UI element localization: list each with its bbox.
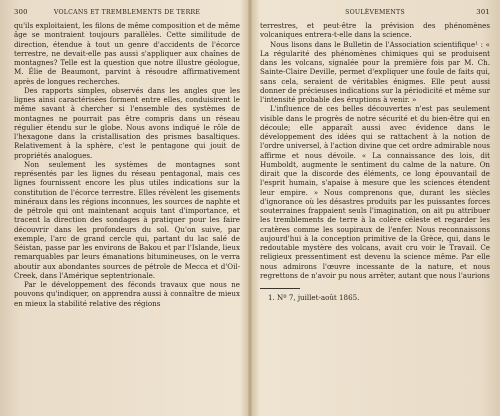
left-page [14, 8, 240, 408]
book-gutter [248, 0, 252, 416]
paragraph: Par le développement des féconds travaux que nous ne pouvons qu'indiquer, on apprendra aussi à connaître de mieux en mieux la stabilité relative des régions [14, 280, 240, 308]
right-page-text [260, 21, 490, 302]
left-running-header [14, 8, 240, 19]
left-running-head: VOLCANS ET TREMBLEMENTS DE TERRE [53, 9, 201, 16]
footnote: 1. Nº 7, juillet-août 1865. [268, 293, 360, 302]
paragraph: Non seulement les systèmes de montagnes sont représentés par les lignes du réseau pentagonal, mais ces lignes fournissent encore les plus utiles indications sur la constitution de l'écorce terrestre. Elles révèlent les gisements minéraux dans les régions inconnues, les sources de naphte et de pétrole qui ont maintenant acquis tant d'importance, et tracent la direction des sondages à pratiquer pour les faire découvrir dans les profondeurs du sol. Qu'on suive, par exemple, l'arc de grand cercle qui, partant du lac salé de Séistan, passe par les environs de Bakou et par l'Islande, lieux remarquables par leurs émanations bitumineuses, on le verra aboutir aux abondantes sources de pétrole de Mecca et d'Oil-Creek, dans l'Amérique septentrionale. [14, 159, 240, 280]
paragraph: qu'ils exploitaient, les filons de même composition et de même âge se montraient toujours parallèles. Cette similitude de direction, étendue à tout un genre d'accidents de l'écorce terrestre, ne devait-elle pas aussi s'appliquer aux chaînes de montagnes? Telle est la question que notre illustre géologue, M. Élie de Beaumont, parvint à résoudre affirmativement après de longues recherches. [14, 21, 240, 86]
footnote-divider [260, 288, 300, 289]
paragraph: Nous lisons dans le Bulletin de l'Association scientifique¹ : « La régularité des phénomènes chimiques qui se produisent dans les volcans, signalée pour la première fois par M. Ch. Sainte-Claire Deville, permet d'expliquer une foule de faits qui, sans cela, seraient de véritables énigmes. Elle peut aussi donner de précieuses indications sur la périodicité et même sur l'intensité probable des éruptions à venir. » [260, 39, 490, 104]
paragraph: L'influence de ces belles découvertes n'est pas seulement visible dans le progrès de notre sécurité et du bien-être qui en découle; elle apparaît aussi avec évidence dans le développement des idées qui se rattachent à la notion de l'ordre universel, à l'action divine que cet ordre admirable nous affirme et nous dévoile. « La connaissance des lois, dit Humboldt, augmente le sentiment du calme de la nature. On dirait que la discorde des éléments, ce long épouvantail de l'esprit humain, s'apaise à mesure que les sciences étendent leur empire. » Nous comprenons que, durant les siècles d'ignorance où les désastres produits par les puissantes forces souterraines frappaient seuls l'imagination, on ait pu attribuer les tremblements de terre à la colère céleste et regarder les cratères comme les soupiraux de l'enfer. Nous reconnaissons aujourd'hui à la conception primitive de la Grèce, qui, dans le redoutable mystère des volcans, avait cru voir le Travail. Ce religieux pressentiment est devenu la science même. Par elle nous admirons l'œuvre incessante de la nature, et nous regrettons de n'avoir pu nous arrêter, autant que nous l'aurions [260, 104, 490, 280]
paragraph: Des rapports simples, observés dans les angles que les lignes ainsi caractérisées forment entre elles, conduisirent le même savant à chercher si l'ensemble des systèmes de montagnes ne pourrait pas être compris dans un réseau régulier étendu sur le globe. Nous avons indiqué le rôle de l'hexagone dans la cristallisation des prismes basaltiques. Relativement à la sphère, c'est le pentagone qui jouit de propriétés analogues. [14, 85, 240, 160]
right-page-number: 301 [476, 8, 490, 16]
right-running-head: SOULÈVEMENTS [345, 9, 405, 16]
right-page [260, 8, 490, 408]
right-running-header [260, 8, 490, 19]
left-page-text [14, 21, 240, 308]
paragraph: terrestres, et peut-être la prévision des phénomènes volcaniques entrera-t-elle dans la science. [260, 21, 490, 40]
left-page-number: 300 [14, 8, 28, 16]
